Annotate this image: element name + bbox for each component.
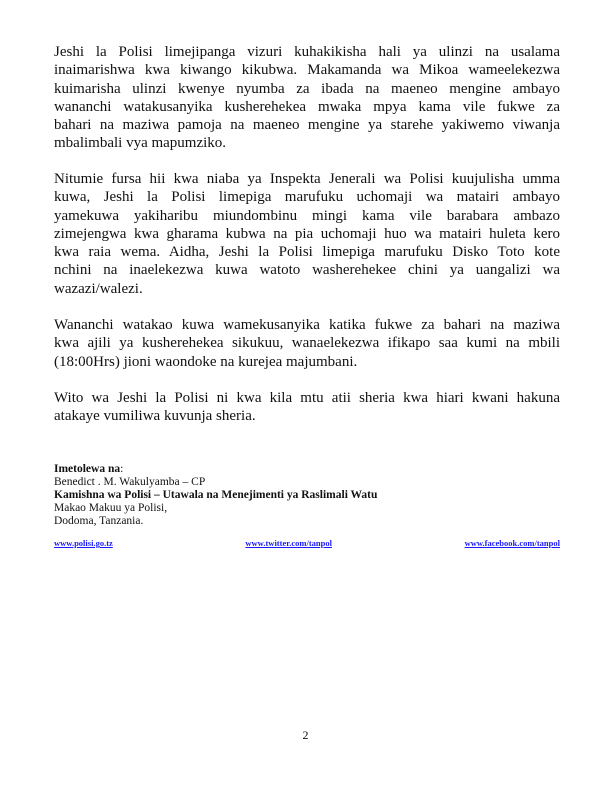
text-line: Wananchi watakao kuwa wamekusanyika katika fukwe za bahari na maziwa [54, 317, 560, 333]
text-line: wananchi watakusanyika kusherehekea mwaka mpya kama vile fukwe za [54, 98, 560, 115]
page-number: 2 [302, 728, 309, 742]
text-line: bahari na maziwa pamoja na maeneo mengine ya starehe yakiwemo viwanja [54, 117, 560, 134]
issued-by-label: Imetolewa na [54, 463, 121, 475]
signatory-name: Benedict . M. Wakulyamba – CP [54, 476, 206, 488]
footer-links [54, 538, 560, 548]
paragraph-security-preparations [54, 43, 560, 153]
text-line: mbalimbali vya mapumziko. [54, 135, 227, 152]
text-line: Wito wa Jeshi la Polisi ni kwa kila mtu atii sheria kwa hiari kwani hakuna [54, 390, 560, 406]
signatory-title: Kamishna wa Polisi – Utawala na Menejimenti ya Raslimali Watu [54, 489, 378, 501]
paragraph-beach-curfew [54, 316, 560, 371]
text-line: atakaye vumiliwa kuvunja sheria. [54, 408, 256, 425]
text-line: kwa ajili ya kusherehekea sikukuu, wanaelekezwa ifikapo saa kumi na mbili [54, 335, 560, 352]
text-line: (18:00Hrs) jioni waondoke na kurejea majumbani. [54, 353, 358, 370]
paragraph-tyre-burning-ban [54, 170, 560, 298]
text-line: kuimarisha ulinzi kwenye nyumba za ibada na maeneo mengine ambayo [54, 80, 560, 97]
text-line: wazazi/walezi. [54, 280, 143, 297]
website-link[interactable]: www.polisi.go.tz [54, 538, 113, 548]
text-line: nchini na inaelekezwa kuwa watoto washerehekee chini ya uangalizi wa [54, 262, 560, 279]
paragraph-call-to-obey-law [54, 389, 560, 426]
twitter-link[interactable]: www.twitter.com/tanpol [245, 538, 332, 548]
text-line: zimejengwa kwa gharama kubwa na pia uchomaji huo wa matairi huleta kero [54, 225, 560, 242]
signature-block [54, 463, 377, 528]
text-line: kuwa, Jeshi la Polisi limepiga marufuku uchomaji wa matairi ambayo [54, 189, 560, 206]
office-location: Dodoma, Tanzania. [54, 515, 144, 527]
office-name: Makao Makuu ya Polisi, [54, 502, 168, 514]
colon: : [120, 463, 124, 475]
text-line: Jeshi la Polisi limejipanga vizuri kuhakikisha hali ya ulinzi na usalama [54, 44, 560, 60]
facebook-link[interactable]: www.facebook.com/tanpol [464, 538, 560, 548]
text-line: kwa raia wema. Aidha, Jeshi la Polisi limepiga marufuku Disko Toto kote [54, 244, 560, 261]
text-line: inaimarishwa kwa kiwango kikubwa. Makamanda wa Mikoa wameelekezwa [54, 62, 560, 79]
text-line: yamekuwa yakiharibu miundombinu mingi kama vile barabara ambazo [54, 207, 560, 224]
text-line: Nitumie fursa hii kwa niaba ya Inspekta Jenerali wa Polisi kuujulisha umma [54, 171, 560, 187]
